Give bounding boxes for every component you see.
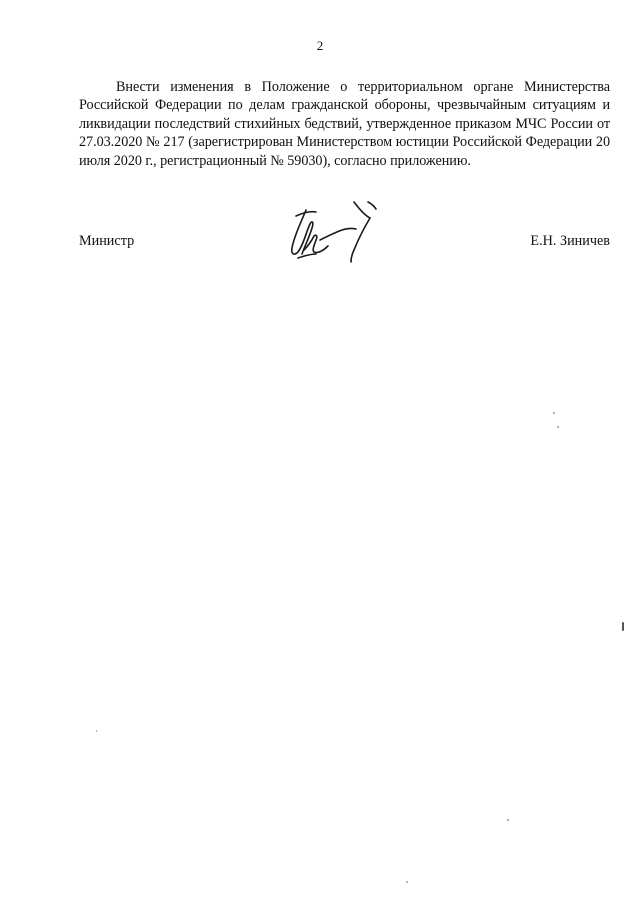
scan-speck — [553, 412, 555, 414]
signatory-name: Е.Н. Зиничев — [530, 233, 610, 249]
scan-speck — [96, 730, 97, 732]
scan-speck — [507, 819, 509, 821]
page-number: 2 — [316, 38, 324, 53]
signatory-title: Министр — [79, 233, 135, 249]
scan-speck — [406, 881, 408, 883]
scan-speck — [622, 622, 624, 631]
scan-speck — [557, 426, 559, 428]
body-paragraph: Внести изменения в Положение о территориальном органе Министерства Российской Федерации по делам гражданской обороны, чрезвычайным ситуациям и ликвидации последствий стихийных бедствий, утвержденное приказом МЧС России от 27.03.2020 № 217 (зарегистрирован Министерством юстиции Российской Федерации 20 июля 2020 г., регистрационный № 59030), согласно приложению. — [79, 79, 610, 169]
handwritten-signature — [284, 196, 384, 268]
